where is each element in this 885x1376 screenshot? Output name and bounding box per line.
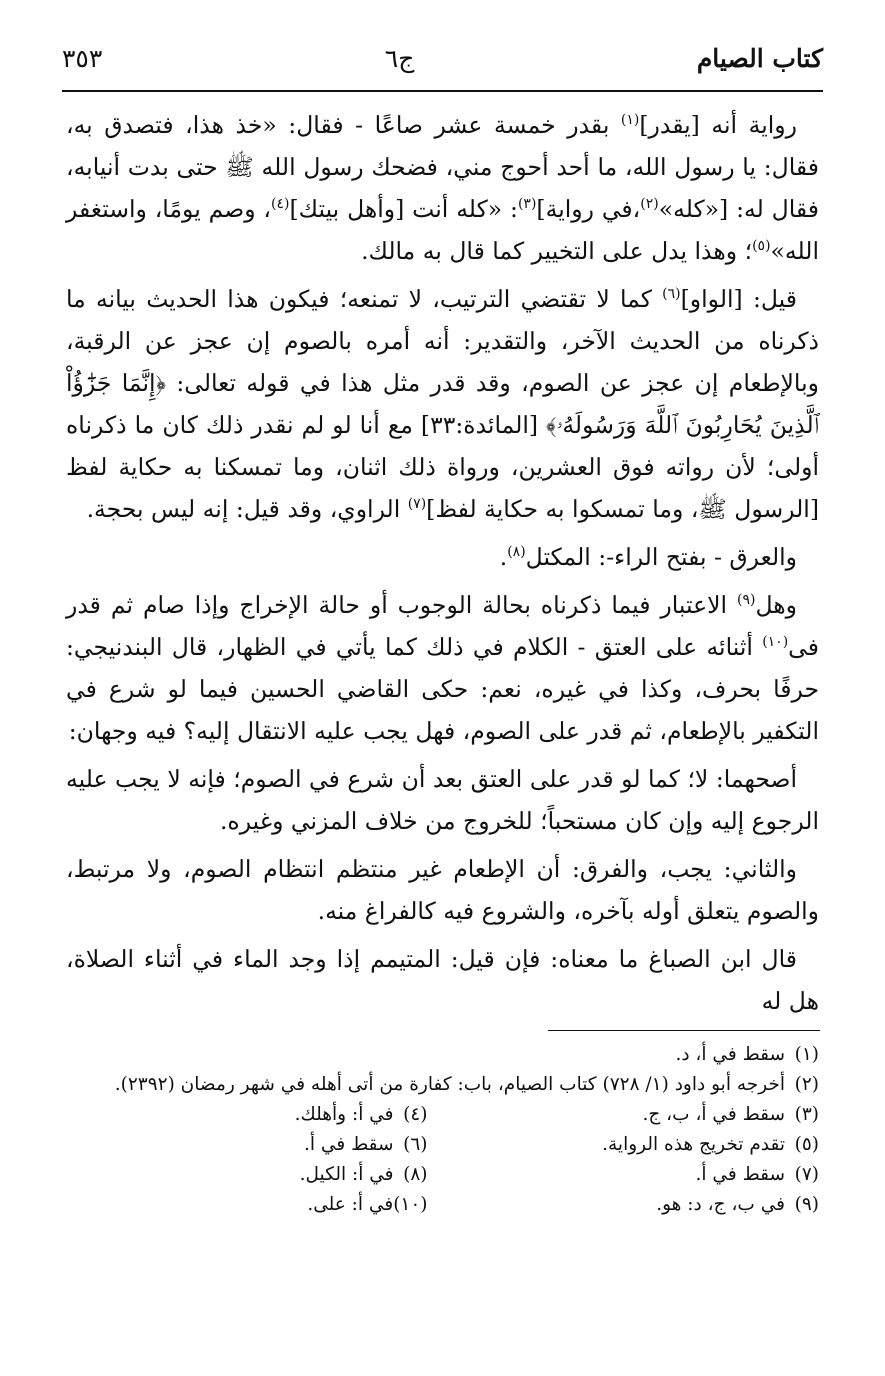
paragraph-text: الاعتبار فيما ذكرناه بحالة الوجوب أو حالة الإخراج وإذا صام ثم قدر فى (66, 591, 819, 661)
footnote-text: سقط في أ. (304, 1134, 394, 1155)
paragraph-text: : «كله أنت [وأهل بيتك] (289, 195, 518, 223)
footnote-marker: (٥) (752, 238, 771, 255)
header-divider (62, 90, 823, 92)
footnote (458, 1160, 820, 1190)
main-text (66, 104, 819, 1028)
paragraph-text: رواية أنه [يقدر] (639, 111, 797, 139)
paragraph-text: ،في رواية] (536, 195, 641, 223)
paragraph-text: كما لا تقتضي الترتيب، لا تمنعه؛ فيكون هذا الحديث بيانه ما ذكرناه من الحديث الآخر، والتقدير: أنه أمره بالصوم إن عجز عن الرقبة، وبالإطعام إن عجز عن الصوم، وقد قدر مثل هذا في قوله تعالى: ﴿إِنَّمَا جَزَٰٓؤُاْ ٱلَّذِينَ يُحَارِبُونَ ٱللَّهَ وَرَسُولَهُۥ﴾ [المائدة:٣٣] مع أنا لو لم نقدر ذلك كان ما ذكرناه أولى؛ لأن رواته فوق العشرين، ورواة ذلك اثنان، وما تمسكنا به حكاية لفظ [الرسول ﷺ، وما تمسكوا به حكاية لفظ] (66, 285, 819, 523)
footnote-number: (٢) (794, 1074, 819, 1095)
footnote-text: في أ: على. (307, 1194, 394, 1215)
footnote (458, 1190, 820, 1220)
paragraph-text: الراوي، وقد قيل: إنه ليس بحجة. (86, 495, 408, 523)
paragraph-text: أثنائه على العتق - الكلام في ذلك كما يأتي في الظهار، قال البندنيجي: حرفًا بحرف، وكذا في غيره، نعم: حكى القاضي الحسين فيما لو شرع في التكفير بالإطعام، ثم قدر على الصوم، فهل يجب عليه الانتقال إليه؟ فيه وجهان: (66, 633, 819, 745)
paragraph (66, 278, 819, 530)
paragraph (66, 848, 819, 932)
footnote-number: (٨) (403, 1164, 428, 1185)
footnote (66, 1160, 428, 1190)
footnote-text: في أ: الكيل. (299, 1164, 394, 1185)
paragraph-text: قال ابن الصباغ ما معناه: فإن قيل: المتيمم إذا وجد الماء في أثناء الصلاة، هل له (66, 945, 819, 1015)
footnote-text: في أ: وأهلك. (294, 1104, 394, 1125)
page-header (62, 30, 823, 86)
footnote (66, 1100, 428, 1130)
footnote-number: (٣) (794, 1104, 819, 1125)
paragraph (66, 104, 819, 272)
footnote-text: في ب، ج، د: هو. (656, 1194, 785, 1215)
footnote-number: (٤) (403, 1104, 428, 1125)
footnote-marker: (٦) (662, 286, 681, 303)
paragraph-text: . (499, 543, 508, 571)
footnote-text: أخرجه أبو داود (١/ ٧٢٨) كتاب الصيام، باب: كفارة من أتى أهله في شهر رمضان (٢٣٩٢). (114, 1074, 785, 1095)
paragraph-text: قيل: [الواو] (680, 285, 797, 313)
footnote (66, 1190, 428, 1220)
footnote-marker: (١٠) (762, 634, 789, 651)
footnote (66, 1130, 428, 1160)
footnotes-full-width (66, 1040, 819, 1100)
paragraph (66, 758, 819, 842)
volume-label: ج٦ (384, 43, 415, 73)
paragraph-text: والعرق - بفتح الراء-: المكتل (525, 543, 797, 571)
footnote (458, 1100, 820, 1130)
footnote (66, 1070, 819, 1100)
footnote (458, 1130, 820, 1160)
footnote-marker: (٤) (271, 196, 290, 213)
footnote-marker: (٢) (640, 196, 659, 213)
footnotes (66, 1040, 819, 1220)
footnote-marker: (٨) (507, 544, 526, 561)
chapter-title: كتاب الصيام (696, 43, 823, 73)
paragraph-text: بقدر خمسة عشر صاعًا - فقال: «خذ هذا، فتصدق به، فقال: يا رسول الله، ما أحد أحوج مني، فضحك رسول الله ﷺ حتى بدت أنيابه، فقال له: [«كله» (66, 111, 819, 223)
footnote (66, 1040, 819, 1070)
footnote-number: (١) (794, 1044, 819, 1065)
footnotes-two-column (66, 1100, 819, 1220)
paragraph-text: والثاني: يجب، والفرق: أن الإطعام غير منتظم انتظام الصوم، ولا مرتبط، والصوم يتعلق أوله بآخره، والشروع فيه كالفراغ منه. (66, 855, 819, 925)
paragraph (66, 536, 819, 578)
paragraph-text: أصحهما: لا؛ كما لو قدر على العتق بعد أن شرع في الصوم؛ فإنه لا يجب عليه الرجوع إليه وإن كان مستحباً؛ للخروج من خلاف المزني وغيره. (66, 765, 819, 835)
footnote-number: (١٠) (393, 1194, 428, 1215)
footnote-text: سقط في أ. (695, 1164, 785, 1185)
footnote-text: سقط في أ، ب، ج. (642, 1104, 785, 1125)
footnote-divider (548, 1030, 820, 1031)
footnote-text: تقدم تخريج هذه الرواية. (602, 1134, 785, 1155)
footnote-marker: (٩) (736, 592, 756, 609)
paragraph (66, 938, 819, 1022)
footnote-number: (٦) (403, 1134, 428, 1155)
footnote-number: (٥) (794, 1134, 819, 1155)
footnote-marker: (٧) (407, 496, 427, 513)
footnote-number: (٩) (794, 1194, 819, 1215)
paragraph-text: ، وصم يومًا، واستغفر الله» (66, 195, 819, 265)
footnote-text: سقط في أ، د. (675, 1044, 785, 1065)
footnote-marker: (٣) (517, 196, 537, 213)
paragraph-text: ؛ وهذا يدل على التخيير كما قال به مالك. (361, 237, 753, 265)
footnote-marker: (١) (620, 112, 640, 129)
footnote-number: (٧) (794, 1164, 819, 1185)
paragraph-text: وهل (755, 591, 797, 619)
paragraph (66, 584, 819, 752)
page-number: ٣٥٣ (62, 43, 103, 73)
